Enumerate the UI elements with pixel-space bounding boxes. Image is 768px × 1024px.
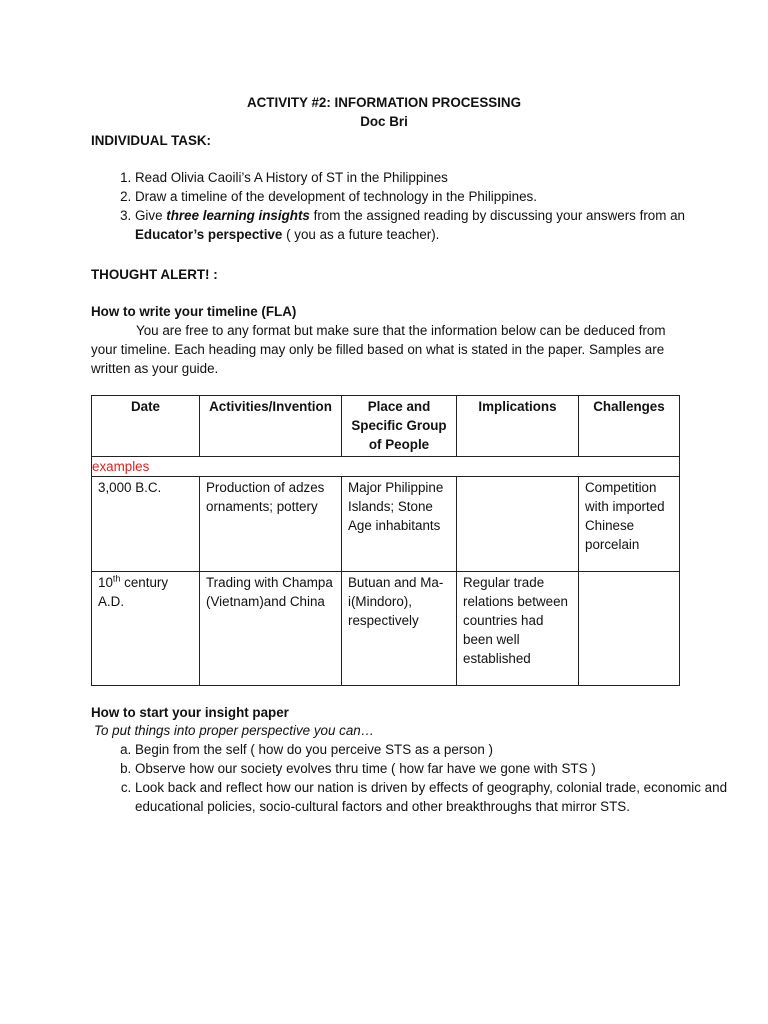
- header-activities: Activities/Invention: [200, 396, 342, 457]
- cell-place: Major Philippine Islands; Stone Age inhabitants: [342, 477, 457, 572]
- table-row: [92, 477, 680, 572]
- task-list: [90, 168, 735, 244]
- list-item: c. Look back and reflect how our nation is driven by effects of geography, colonial trade, economic and educational policies, socio-cultural factors and other breakthroughs that mirror STS.: [135, 778, 735, 816]
- insight-intro: To put things into proper perspective you can…: [94, 723, 375, 738]
- list-item: b. Observe how our society evolves thru time ( how far have we gone with STS ): [135, 759, 735, 778]
- cell-date: 3,000 B.C.: [92, 477, 200, 572]
- page-title: ACTIVITY #2: INFORMATION PROCESSING: [246, 95, 522, 110]
- cell-date: [92, 572, 200, 686]
- cell-place: Butuan and Ma-i(Mindoro), respectively: [342, 572, 457, 686]
- table-header-row: [92, 396, 680, 457]
- list-item: [135, 187, 735, 206]
- task-text: Read Olivia Caoili’s A History of ST in the Philippines: [135, 170, 448, 185]
- cell-activity: Production of adzes ornaments; pottery: [200, 477, 342, 572]
- date-number: 10: [98, 575, 113, 590]
- date-superscript: th: [112, 573, 121, 584]
- list-item: [135, 168, 735, 187]
- timeline-table: [91, 395, 680, 686]
- examples-row: [92, 457, 680, 477]
- header-challenges: Challenges: [579, 396, 680, 457]
- cell-implications: [457, 477, 579, 572]
- cell-activity: Trading with Champa (Vietnam)and China: [200, 572, 342, 686]
- individual-task-heading: INDIVIDUAL TASK:: [91, 133, 212, 148]
- insight-heading: How to start your insight paper: [91, 705, 289, 720]
- header-date: Date: [92, 396, 200, 457]
- table-row: [92, 572, 680, 686]
- header-implications: Implications: [457, 396, 579, 457]
- cell-challenges: Competition with imported Chinese porcelain: [579, 477, 680, 572]
- list-item: a. Begin from the self ( how do you perceive STS as a person ): [135, 740, 735, 759]
- timeline-instructions: You are free to any format but make sure that the information below can be deduced from your timeline. Each heading may only be filled based on what is stated in the paper. Samples are written as your guide.: [91, 323, 666, 376]
- insight-list: [92, 740, 735, 816]
- examples-label: examples: [92, 457, 680, 477]
- header-place: Place and Specific Group of People: [342, 396, 457, 457]
- date-rest: century A.D.: [98, 575, 169, 609]
- task-text: Draw a timeline of the development of technology in the Philippines.: [135, 189, 537, 204]
- task-emphasis: three learning insights: [166, 208, 310, 223]
- task-text: from the assigned reading by discussing your answers from an: [309, 208, 685, 223]
- timeline-heading: How to write your timeline (FLA): [91, 304, 297, 319]
- cell-implications: Regular trade relations between countries had been well established: [457, 572, 579, 686]
- thought-alert: THOUGHT ALERT! :: [91, 267, 218, 282]
- page-subtitle: Doc Bri: [360, 114, 408, 129]
- list-item: [135, 206, 735, 244]
- task-text: ( you as a future teacher).: [282, 227, 440, 242]
- cell-challenges: [579, 572, 680, 686]
- task-strong: Educator’s perspective: [135, 227, 283, 242]
- task-text: Give: [135, 208, 167, 223]
